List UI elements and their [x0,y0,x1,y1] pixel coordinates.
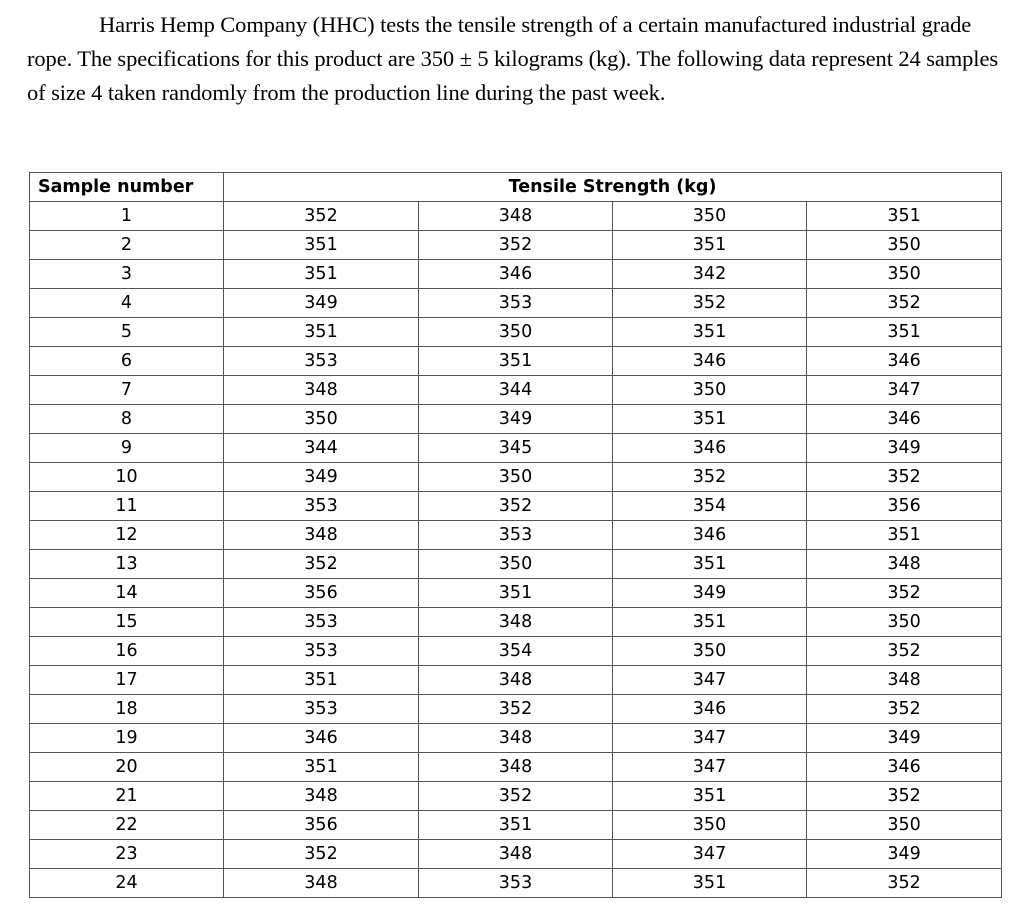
table-row [30,289,1002,318]
sample-number-cell: 20 [30,753,224,782]
tensile-value-cell: 351 [224,231,419,260]
tensile-value-cell: 352 [807,289,1002,318]
tensile-value-cell: 353 [224,347,419,376]
sample-number-cell: 23 [30,840,224,869]
tensile-value-cell: 356 [224,579,419,608]
tensile-value-cell: 352 [419,782,613,811]
table-row [30,637,1002,666]
tensile-value-cell: 350 [807,608,1002,637]
table-row [30,695,1002,724]
tensile-value-cell: 350 [613,811,807,840]
sample-number-cell: 24 [30,869,224,898]
tensile-value-cell: 351 [224,318,419,347]
tensile-value-cell: 347 [613,724,807,753]
tensile-value-cell: 352 [224,202,419,231]
table-row [30,666,1002,695]
tensile-value-cell: 348 [224,376,419,405]
table-row [30,840,1002,869]
sample-number-cell: 9 [30,434,224,463]
table-header-row [30,173,1002,202]
tensile-value-cell: 345 [419,434,613,463]
tensile-value-cell: 350 [807,260,1002,289]
tensile-value-cell: 346 [807,753,1002,782]
table-row [30,724,1002,753]
tensile-value-cell: 354 [419,637,613,666]
table-body [30,202,1002,898]
tensile-value-cell: 351 [807,521,1002,550]
sample-number-cell: 13 [30,550,224,579]
tensile-value-cell: 356 [224,811,419,840]
tensile-value-cell: 352 [419,492,613,521]
table-row [30,347,1002,376]
sample-number-cell: 6 [30,347,224,376]
sample-number-cell: 8 [30,405,224,434]
table-row [30,869,1002,898]
tensile-value-cell: 348 [224,869,419,898]
tensile-value-cell: 351 [613,231,807,260]
sample-number-cell: 12 [30,521,224,550]
sample-number-cell: 3 [30,260,224,289]
sample-number-cell: 4 [30,289,224,318]
tensile-value-cell: 349 [224,463,419,492]
tensile-value-cell: 346 [613,347,807,376]
tensile-value-cell: 348 [419,753,613,782]
sample-number-cell: 1 [30,202,224,231]
tensile-value-cell: 351 [613,550,807,579]
tensile-value-cell: 350 [224,405,419,434]
tensile-value-cell: 349 [613,579,807,608]
tensile-value-cell: 348 [419,202,613,231]
table-row [30,318,1002,347]
sample-number-cell: 17 [30,666,224,695]
tensile-value-cell: 351 [613,405,807,434]
tensile-value-cell: 348 [224,521,419,550]
table-row [30,463,1002,492]
tensile-value-cell: 342 [613,260,807,289]
tensile-value-cell: 348 [807,666,1002,695]
tensile-value-cell: 351 [807,318,1002,347]
tensile-value-cell: 351 [224,666,419,695]
tensile-value-cell: 351 [224,753,419,782]
tensile-value-cell: 350 [419,550,613,579]
tensile-value-cell: 353 [224,695,419,724]
sample-number-cell: 11 [30,492,224,521]
table-row [30,405,1002,434]
tensile-strength-header: Tensile Strength (kg) [224,173,1002,202]
tensile-value-cell: 350 [613,202,807,231]
tensile-value-cell: 348 [807,550,1002,579]
sample-number-cell: 19 [30,724,224,753]
table-row [30,579,1002,608]
tensile-value-cell: 347 [613,840,807,869]
tensile-value-cell: 346 [224,724,419,753]
tensile-value-cell: 346 [613,521,807,550]
tensile-value-cell: 351 [419,811,613,840]
tensile-value-cell: 352 [613,463,807,492]
table-row [30,434,1002,463]
sample-number-cell: 5 [30,318,224,347]
tensile-value-cell: 350 [613,637,807,666]
tensile-value-cell: 351 [419,347,613,376]
table-row [30,231,1002,260]
tensile-value-cell: 352 [224,550,419,579]
tensile-value-cell: 344 [224,434,419,463]
table-row [30,550,1002,579]
tensile-value-cell: 351 [613,869,807,898]
tensile-value-cell: 346 [807,347,1002,376]
table-row [30,521,1002,550]
tensile-value-cell: 351 [613,318,807,347]
tensile-strength-table [29,172,1002,898]
sample-number-cell: 16 [30,637,224,666]
tensile-value-cell: 352 [613,289,807,318]
tensile-value-cell: 352 [419,695,613,724]
tensile-value-cell: 349 [807,724,1002,753]
tensile-value-cell: 353 [224,637,419,666]
tensile-value-cell: 354 [613,492,807,521]
table-row [30,753,1002,782]
tensile-value-cell: 353 [224,608,419,637]
tensile-value-cell: 346 [613,695,807,724]
tensile-value-cell: 352 [807,869,1002,898]
tensile-value-cell: 352 [807,637,1002,666]
tensile-value-cell: 352 [807,463,1002,492]
tensile-value-cell: 347 [807,376,1002,405]
tensile-value-cell: 350 [419,318,613,347]
sample-number-cell: 15 [30,608,224,637]
sample-number-cell: 18 [30,695,224,724]
tensile-value-cell: 347 [613,753,807,782]
tensile-value-cell: 352 [807,695,1002,724]
table-row [30,782,1002,811]
table-row [30,492,1002,521]
tensile-value-cell: 353 [419,869,613,898]
tensile-value-cell: 352 [419,231,613,260]
tensile-value-cell: 344 [419,376,613,405]
tensile-value-cell: 353 [419,521,613,550]
tensile-value-cell: 352 [807,579,1002,608]
sample-number-cell: 7 [30,376,224,405]
tensile-value-cell: 348 [224,782,419,811]
tensile-value-cell: 351 [224,260,419,289]
table-row [30,608,1002,637]
tensile-value-cell: 352 [224,840,419,869]
table-row [30,376,1002,405]
tensile-value-cell: 350 [807,231,1002,260]
tensile-value-cell: 350 [419,463,613,492]
sample-number-cell: 14 [30,579,224,608]
tensile-value-cell: 353 [224,492,419,521]
tensile-value-cell: 348 [419,724,613,753]
sample-number-cell: 22 [30,811,224,840]
tensile-value-cell: 349 [419,405,613,434]
tensile-value-cell: 351 [807,202,1002,231]
sample-number-cell: 10 [30,463,224,492]
sample-number-cell: 21 [30,782,224,811]
table-row [30,202,1002,231]
tensile-value-cell: 348 [419,608,613,637]
tensile-value-cell: 353 [419,289,613,318]
intro-paragraph: Harris Hemp Company (HHC) tests the tensile strength of a certain manufactured industrial grade rope. The specifications for this product are 350 ± 5 kilograms (kg). The following data represent 24 samples of size 4 taken randomly from the production line during the past week. [27,12,998,105]
tensile-value-cell: 346 [807,405,1002,434]
tensile-value-cell: 347 [613,666,807,695]
tensile-value-cell: 351 [613,608,807,637]
tensile-value-cell: 351 [419,579,613,608]
tensile-value-cell: 349 [224,289,419,318]
tensile-value-cell: 346 [613,434,807,463]
tensile-value-cell: 349 [807,434,1002,463]
tensile-value-cell: 356 [807,492,1002,521]
tensile-value-cell: 348 [419,666,613,695]
table-row [30,811,1002,840]
tensile-value-cell: 349 [807,840,1002,869]
table-row [30,260,1002,289]
tensile-value-cell: 350 [613,376,807,405]
sample-number-header: Sample number [30,173,224,202]
tensile-value-cell: 352 [807,782,1002,811]
tensile-value-cell: 350 [807,811,1002,840]
tensile-value-cell: 348 [419,840,613,869]
tensile-value-cell: 351 [613,782,807,811]
sample-number-cell: 2 [30,231,224,260]
tensile-value-cell: 346 [419,260,613,289]
